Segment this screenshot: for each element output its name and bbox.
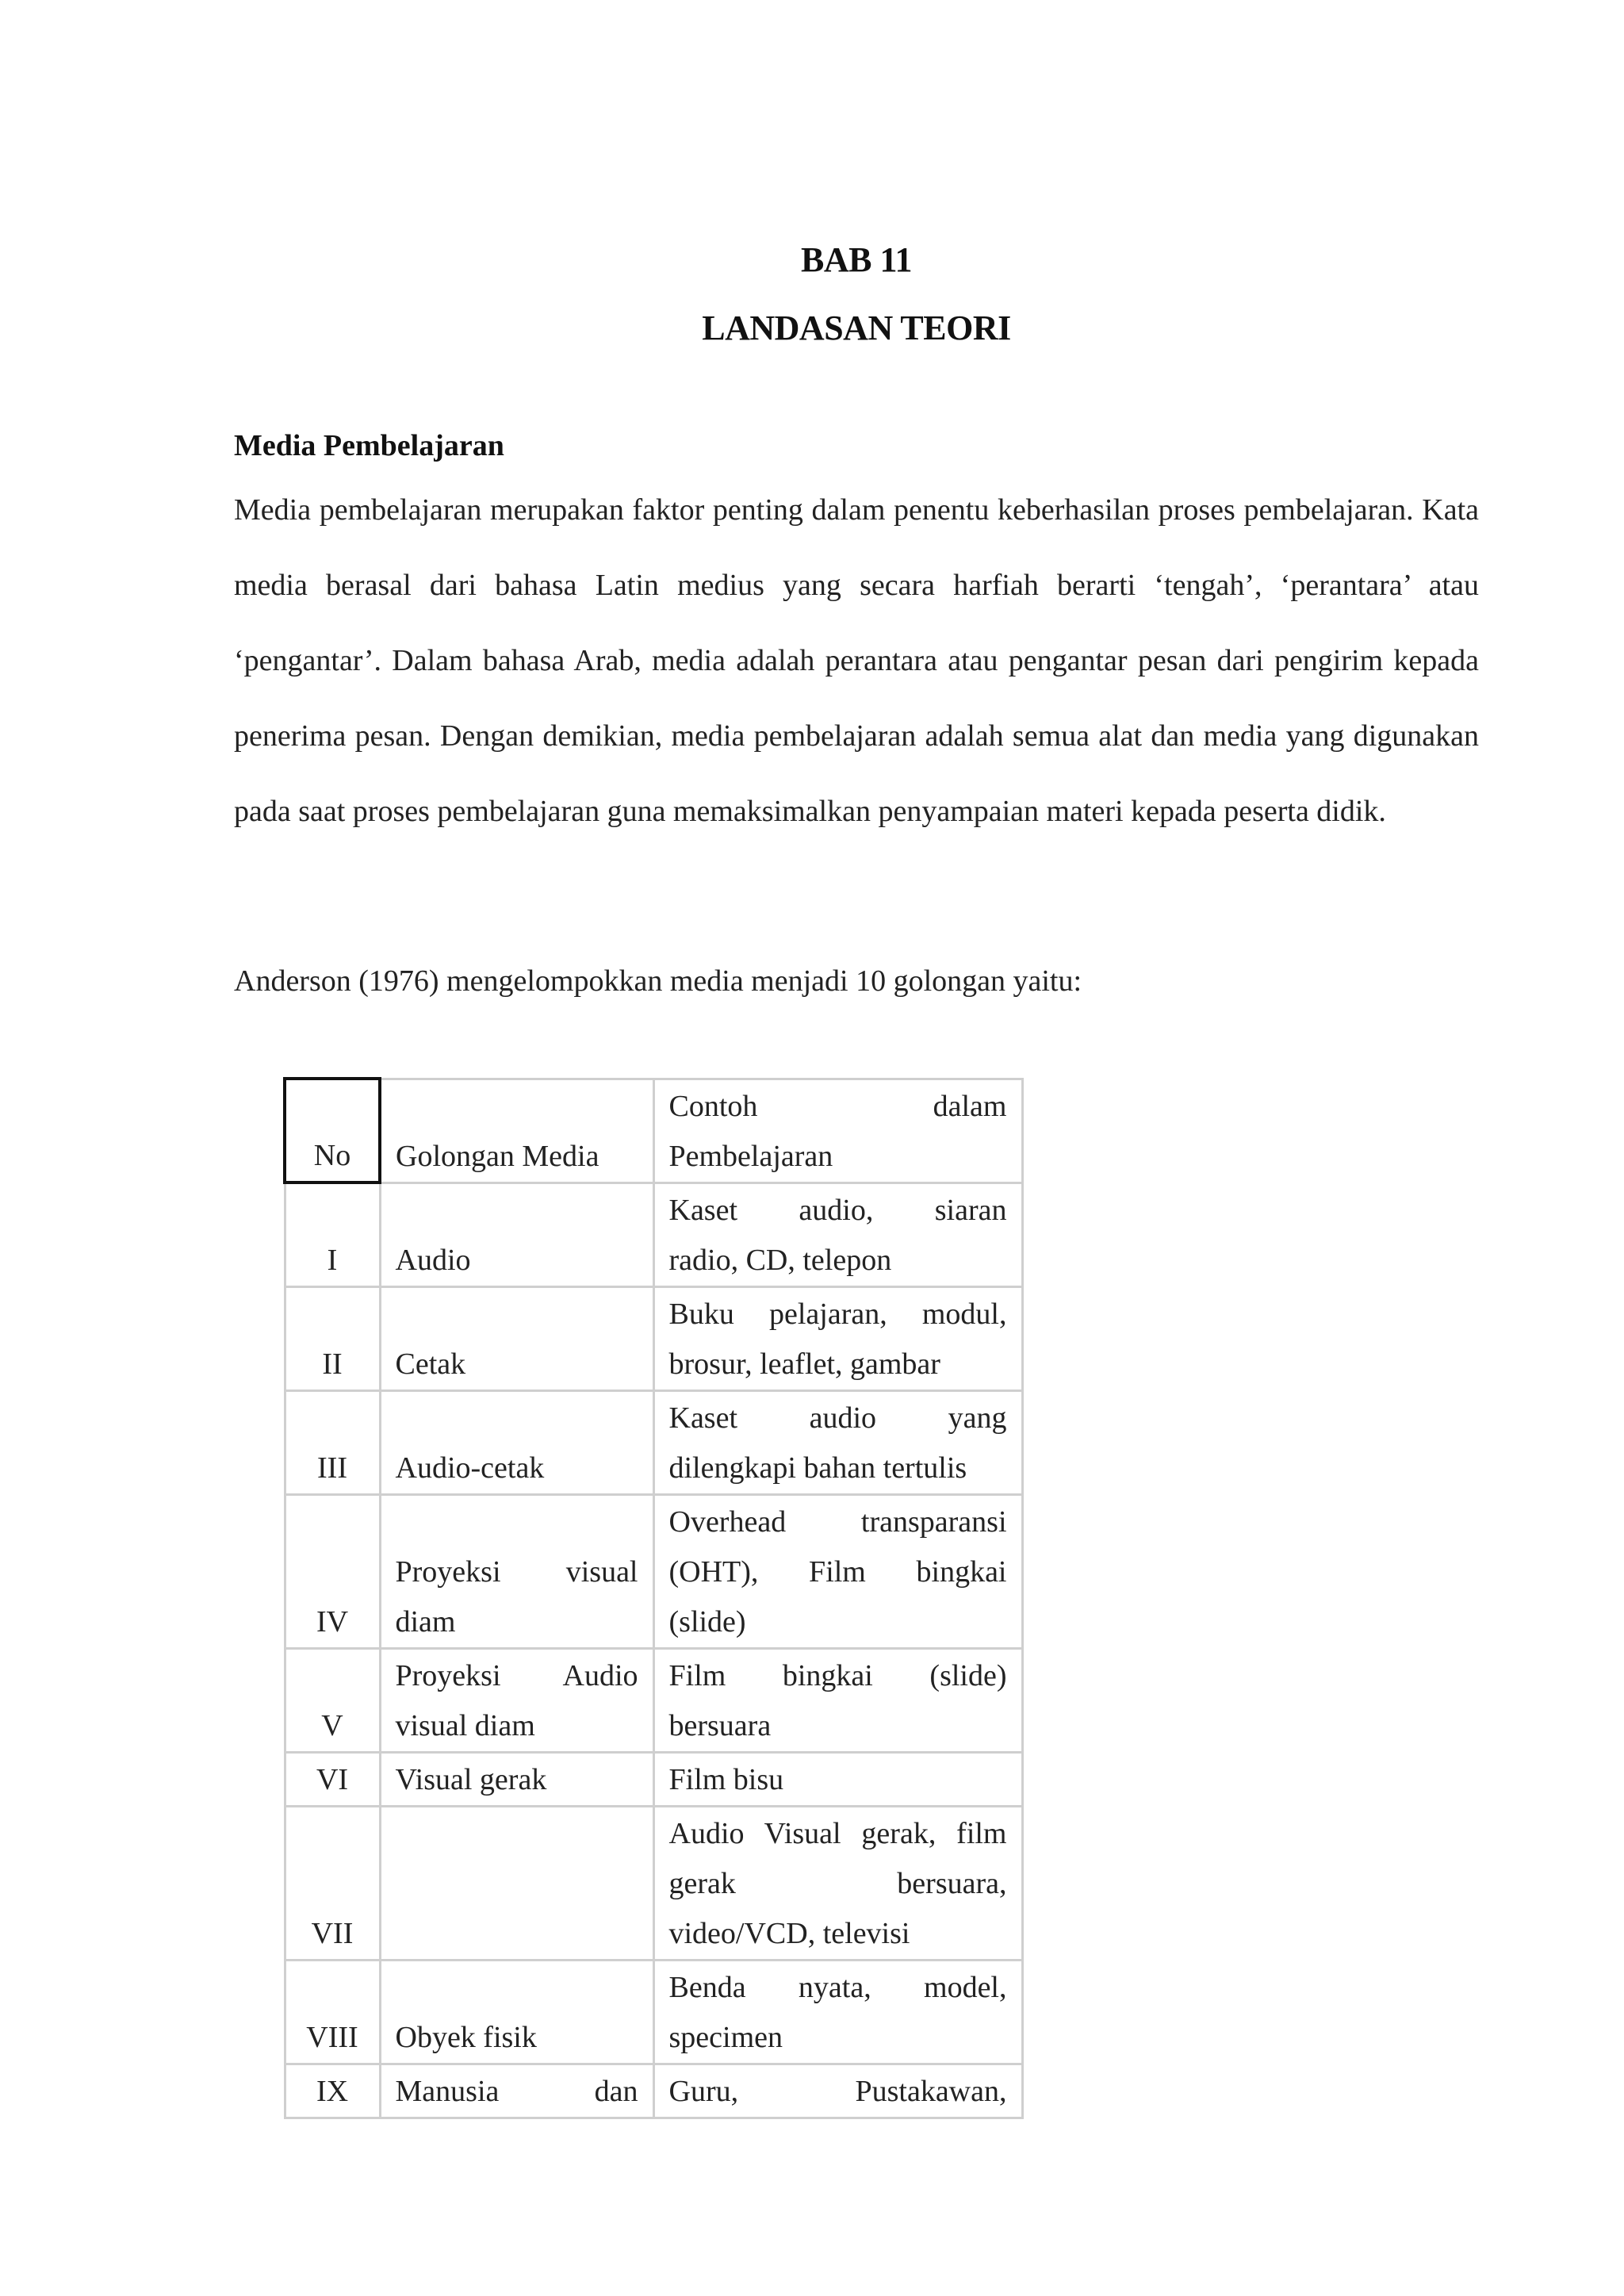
row-golongan-line: Audio <box>395 1243 471 1277</box>
row-contoh-line: video/VCD, televisi <box>668 1916 910 1950</box>
row-no <box>285 1806 380 1960</box>
table-row <box>285 1806 1022 1960</box>
row-golongan-line: Proyeksi visual <box>395 1554 638 1589</box>
row-contoh <box>653 1960 1022 2064</box>
row-contoh <box>653 1806 1022 1960</box>
table-header-row <box>285 1079 1022 1182</box>
body-paragraph: Media pembelajaran merupakan faktor penting dalam penentu keberhasilan proses pembelajaran. Kata media berasal dari bahasa Latin medius yang secara harfiah berarti ‘tengah’, ‘perantara’ atau ‘pengantar’. Dalam bahasa Arab, media adalah perantara atau pengantar pesan dari pengirim kepada penerima pesan. Dengan demikian, media pembelajaran adalah semua alat dan media yang digunakan pada saat proses pembelajaran guna memaksimalkan penyampaian materi kepada peserta didik. <box>234 493 1479 828</box>
header-no <box>285 1079 380 1182</box>
row-golongan <box>380 1494 653 1648</box>
row-contoh-line: Film bisu <box>668 1762 784 1796</box>
header-golongan-label: Golongan Media <box>396 1139 599 1173</box>
row-contoh-line: Guru, Pustakawan, <box>668 2074 1007 2108</box>
table-body <box>285 1079 1022 2118</box>
row-no-value: V <box>321 1708 343 1742</box>
intro-paragraph: Anderson (1976) mengelompokkan media menjadi 10 golongan yaitu: <box>234 964 1082 998</box>
row-golongan-line: Audio-cetak <box>395 1451 545 1485</box>
row-golongan <box>380 2064 653 2118</box>
row-no-value: III <box>317 1451 347 1485</box>
row-golongan <box>380 1752 653 1806</box>
table-row <box>285 1390 1022 1494</box>
row-contoh-line: Audio Visual gerak, film <box>668 1816 1007 1850</box>
row-no-value: VII <box>311 1916 354 1950</box>
row-no <box>285 1648 380 1752</box>
row-no-value: IX <box>316 2074 349 2108</box>
chapter-heading: BAB 11 <box>800 240 913 279</box>
row-no <box>285 1752 380 1806</box>
row-golongan <box>380 1960 653 2064</box>
row-contoh <box>653 1286 1022 1390</box>
row-contoh-line: Benda nyata, model, <box>668 1970 1007 2004</box>
header-contoh <box>653 1079 1022 1182</box>
row-golongan <box>380 1286 653 1390</box>
row-no <box>285 1390 380 1494</box>
row-contoh-line: bersuara <box>668 1708 772 1742</box>
row-contoh-line: Film bingkai (slide) <box>668 1658 1007 1692</box>
row-contoh-line: Overhead transparansi <box>668 1504 1007 1539</box>
row-golongan <box>380 1182 653 1286</box>
row-contoh <box>653 1752 1022 1806</box>
row-golongan-line: Manusia dan <box>395 2074 638 2108</box>
table-row <box>285 1648 1022 1752</box>
row-contoh <box>653 1182 1022 1286</box>
row-contoh <box>653 1390 1022 1494</box>
chapter-title: LANDASAN TEORI <box>702 309 1011 347</box>
row-contoh <box>653 1494 1022 1648</box>
table-row <box>285 2064 1022 2118</box>
row-no-value: IV <box>316 1604 349 1639</box>
table-row <box>285 1494 1022 1648</box>
row-contoh-line: (OHT), Film bingkai <box>668 1554 1007 1589</box>
section-title: Media Pembelajaran <box>234 429 504 462</box>
row-contoh-line: specimen <box>668 2020 783 2054</box>
header-no-label: No <box>313 1139 351 1172</box>
media-classification-table <box>283 1077 1024 2119</box>
header-golongan <box>380 1079 653 1182</box>
row-no <box>285 1286 380 1390</box>
row-contoh-line: radio, CD, telepon <box>668 1243 892 1277</box>
row-golongan <box>380 1390 653 1494</box>
table-row <box>285 1182 1022 1286</box>
table-row <box>285 1286 1022 1390</box>
row-no-value: VI <box>316 1762 349 1796</box>
row-contoh-line: Kaset audio, siaran <box>668 1193 1007 1227</box>
row-no <box>285 1960 380 2064</box>
row-golongan-line: Obyek fisik <box>395 2020 537 2054</box>
header-contoh-line1: Contoh dalam <box>668 1089 1007 1123</box>
row-no-value: I <box>327 1243 338 1277</box>
row-golongan-line: Cetak <box>395 1347 466 1381</box>
row-golongan <box>380 1806 653 1960</box>
row-no-value: II <box>322 1347 343 1381</box>
row-contoh-line: Buku pelajaran, modul, <box>668 1297 1007 1331</box>
header-contoh-line2: Pembelajaran <box>668 1139 833 1173</box>
row-golongan-line: Proyeksi Audio <box>395 1658 638 1692</box>
row-no <box>285 1494 380 1648</box>
table-row <box>285 1960 1022 2064</box>
row-golongan-line: diam <box>395 1604 456 1639</box>
row-golongan-line: Visual gerak <box>395 1762 547 1796</box>
row-contoh <box>653 2064 1022 2118</box>
row-contoh-line: Kaset audio yang <box>668 1401 1007 1435</box>
row-golongan-line: visual diam <box>395 1708 535 1742</box>
row-contoh-line: (slide) <box>668 1604 746 1639</box>
row-contoh <box>653 1648 1022 1752</box>
row-golongan <box>380 1648 653 1752</box>
row-no <box>285 1182 380 1286</box>
table-row <box>285 1752 1022 1806</box>
row-no <box>285 2064 380 2118</box>
row-no-value: VIII <box>306 2020 358 2054</box>
row-contoh-line: brosur, leaflet, gambar <box>668 1347 940 1381</box>
row-contoh-line: gerak bersuara, <box>668 1866 1007 1900</box>
row-contoh-line: dilengkapi bahan tertulis <box>668 1451 967 1485</box>
